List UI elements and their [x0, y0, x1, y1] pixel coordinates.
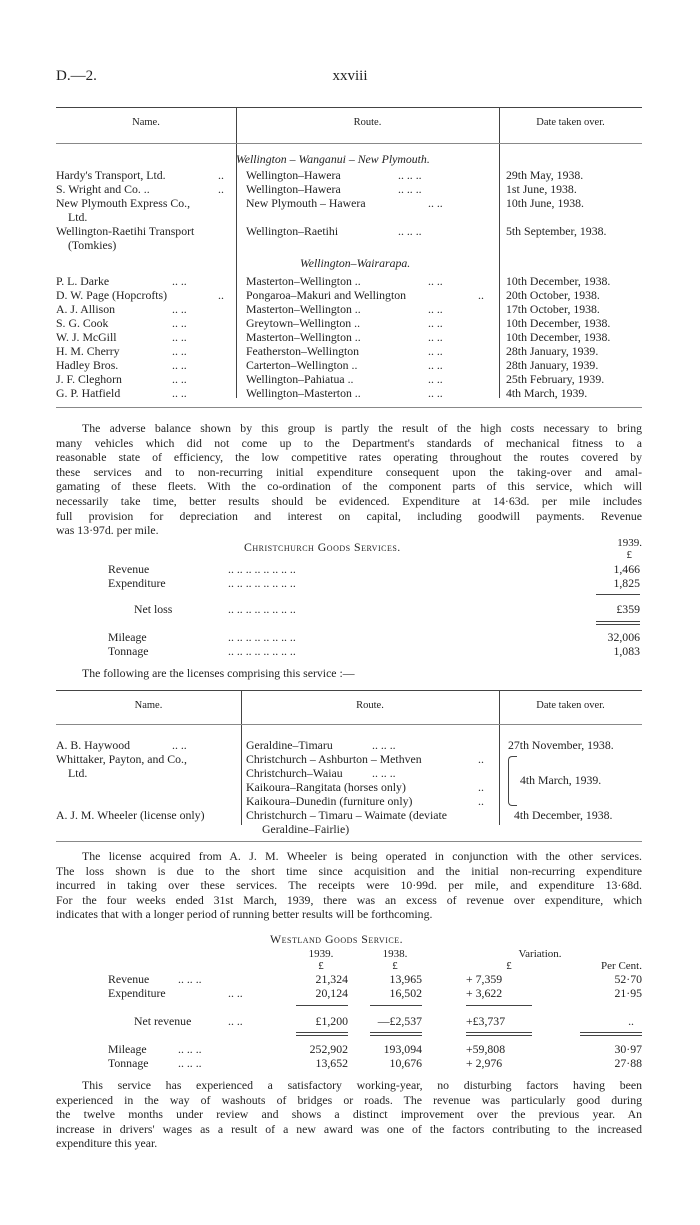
- cell-date: 10th December, 1938.: [506, 330, 611, 344]
- value-1939: 20,124: [315, 986, 348, 1000]
- text-line: the twelve months under review and shows a distinct improvement over the previous year. An: [56, 1107, 642, 1122]
- dot-leader: .. .. .. .. .. .. .. ..: [228, 602, 296, 616]
- paragraph-adverse-balance: [56, 421, 642, 538]
- text-line: For the four weeks ended 31st March, 1939, there was an excess of revenue over expenditure, which: [56, 892, 642, 907]
- value-1939: 21,324: [315, 972, 348, 986]
- cell-name: A. J. Allison: [56, 302, 115, 316]
- row-value: 1,466: [613, 562, 640, 576]
- col-header-route: Route.: [353, 117, 382, 128]
- value-1938: 193,094: [383, 1042, 422, 1056]
- row-label: Revenue: [108, 972, 150, 986]
- cell-route: Christchurch–Waiau: [246, 766, 343, 780]
- rule: [56, 143, 642, 144]
- dot-leader: .. .. ..: [398, 224, 422, 238]
- cell-name: D. W. Page (Hopcrofts): [56, 288, 168, 302]
- dot-leader: .. ..: [428, 344, 443, 358]
- text-line: incurred in taking over these services. The receipts were 10·99d. per mile, and expenditure 13·68d.: [56, 878, 642, 893]
- dot-leader: .. ..: [428, 372, 443, 386]
- dot-leader: ..: [218, 288, 224, 302]
- dot-leader: .. ..: [172, 358, 187, 372]
- dot-leader: .. ..: [228, 986, 243, 1000]
- cell-route-cont: Geraldine–Fairlie): [262, 822, 350, 836]
- cell-date: 28th January, 1939.: [506, 358, 599, 372]
- value-1939: 252,902: [309, 1042, 348, 1056]
- dot-leader: .. ..: [172, 302, 187, 316]
- cell-name: Hadley Bros.: [56, 358, 119, 372]
- dot-leader: .. .. ..: [398, 168, 422, 182]
- cell-route: Kaikoura–Rangitata (horses only): [246, 780, 406, 794]
- col-header-date: Date taken over.: [536, 117, 605, 128]
- dot-leader: .. ..: [172, 316, 187, 330]
- dot-leader: ..: [478, 288, 484, 302]
- row-label: Tonnage: [108, 1056, 149, 1070]
- cell-date: 29th May, 1938.: [506, 168, 584, 182]
- cell-name: P. L. Darke: [56, 274, 110, 288]
- row-value: £359: [616, 602, 640, 616]
- cell-date: 27th November, 1938.: [508, 738, 614, 752]
- rule: [56, 107, 642, 108]
- cell-date: 4th March, 1939.: [506, 386, 588, 400]
- unit-1938: £: [392, 960, 398, 972]
- double-rule: [466, 1035, 532, 1036]
- col-header-route: Route.: [356, 700, 384, 711]
- cell-route: Greytown–Wellington ..: [246, 316, 361, 330]
- cell-date: 28th January, 1939.: [506, 344, 599, 358]
- page-number: xxviii: [332, 68, 368, 84]
- dot-leader: .. ..: [228, 1014, 243, 1028]
- row-value: 32,006: [607, 630, 640, 644]
- value-1938: 16,502: [389, 986, 422, 1000]
- dot-leader: .. .. .. .. .. .. .. ..: [228, 576, 296, 590]
- cell-name: G. P. Hatfield: [56, 386, 121, 400]
- value-variation: + 3,622: [466, 986, 503, 1000]
- cell-route: Wellington–Pahiatua ..: [246, 372, 354, 386]
- text-line: expenditure this year.: [56, 1136, 158, 1151]
- col-divider: [236, 107, 237, 398]
- dot-leader: .. ..: [428, 330, 443, 344]
- cell-route: New Plymouth – Hawera: [246, 196, 366, 210]
- text-line: full provision for depreciation and interest on capital, including goodwill payments. Revenue: [56, 508, 642, 523]
- cell-date: 10th December, 1938.: [506, 316, 611, 330]
- double-rule: [596, 621, 640, 622]
- text-line: gamating of these fleets. With the co-ordination of the component parts of this service, which will: [56, 479, 642, 494]
- cell-route: Masterton–Wellington ..: [246, 302, 361, 316]
- text-line: necessarily take time, better results should be evidenced. Expenditure at 14·63d. per mile includes: [56, 493, 642, 508]
- text-line: The adverse balance shown by this group is partly the result of the high costs necessary to bring: [82, 421, 642, 435]
- value-variation: +59,808: [466, 1042, 506, 1056]
- cell-date: 25th February, 1939.: [506, 372, 605, 386]
- cell-route: Geraldine–Timaru: [246, 738, 333, 752]
- dot-leader: .. ..: [428, 302, 443, 316]
- dot-leader: .. .. ..: [178, 1042, 202, 1056]
- cell-name: New Plymouth Express Co.,: [56, 196, 191, 210]
- dot-leader: .. ..: [428, 358, 443, 372]
- dot-leader: .. ..: [428, 274, 443, 288]
- row-value: 1,825: [613, 576, 640, 590]
- cell-route: Wellington–Raetihi: [246, 224, 339, 238]
- dot-leader: ..: [478, 752, 484, 766]
- dot-leader: ..: [218, 182, 224, 196]
- cell-name: J. F. Cleghorn: [56, 372, 122, 386]
- unit-variation: £: [506, 960, 512, 972]
- cell-name-cont: Ltd.: [68, 766, 88, 780]
- section-title: Christchurch Goods Services.: [244, 540, 401, 554]
- rule: [56, 407, 642, 408]
- dot-leader: .. .. ..: [372, 766, 396, 780]
- cell-route: Pongaroa–Makuri and Wellington: [246, 288, 407, 302]
- dot-leader: ..: [478, 794, 484, 808]
- cell-date: 10th June, 1938.: [506, 196, 584, 210]
- cell-name: A. J. M. Wheeler (license only): [56, 808, 205, 822]
- cell-date: 10th December, 1938.: [506, 274, 611, 288]
- dot-leader: .. .. .. .. .. .. .. ..: [228, 562, 296, 576]
- rule: [56, 724, 642, 725]
- cell-date: 20th October, 1938.: [506, 288, 600, 302]
- cell-name: S. Wright and Co. ..: [56, 182, 150, 196]
- col-header-variation: Variation.: [518, 948, 562, 960]
- col-header-name: Name.: [132, 117, 160, 128]
- double-rule: [370, 1035, 422, 1036]
- cell-route: Masterton–Wellington ..: [246, 330, 361, 344]
- text-line: increase in drivers' wages as a result of a new award was one of the factors contributing to the increased: [56, 1121, 642, 1136]
- value-variation: + 2,976: [466, 1056, 503, 1070]
- dot-leader: .. .. ..: [398, 182, 422, 196]
- text-line: many vehicles which did not come up to the Department's standards of mechanical fitness to a: [56, 435, 642, 450]
- value-variation: +£3,737: [466, 1014, 506, 1028]
- text-line: The loss shown is due to the short time since acquisition and the initial non-recurring expenditure: [56, 863, 642, 878]
- grouping-brace: [508, 756, 517, 806]
- cell-name: W. J. McGill: [56, 330, 117, 344]
- dot-leader: .. .. .. .. .. .. .. ..: [228, 630, 296, 644]
- unit-1939: £: [318, 960, 324, 972]
- cell-route: Carterton–Wellington ..: [246, 358, 358, 372]
- row-label: Mileage: [108, 630, 147, 644]
- group-title: Wellington–Wairarapa.: [300, 256, 411, 270]
- col-header-1938: 1938.: [382, 948, 408, 960]
- value-per-cent: 21·95: [614, 986, 642, 1000]
- dot-leader: ..: [218, 168, 224, 182]
- double-rule: [370, 1032, 422, 1033]
- cell-route: Featherston–Wellington: [246, 344, 360, 358]
- cell-name: Hardy's Transport, Ltd.: [56, 168, 166, 182]
- value-1938: 13,965: [389, 972, 422, 986]
- col-header-date: Date taken over.: [536, 700, 605, 711]
- col-header-year: 1939.: [617, 537, 642, 549]
- value-per-cent: 52·70: [614, 972, 642, 986]
- dot-leader: .. ..: [172, 372, 187, 386]
- text-line: The license acquired from A. J. M. Wheeler is being operated in conjunction with the other services.: [82, 849, 642, 863]
- text-line: This service has experienced a satisfactory working-year, no disturbing factors having been: [82, 1078, 642, 1092]
- col-header-per-cent: Per Cent.: [601, 960, 642, 972]
- dot-leader: .. .. ..: [178, 972, 202, 986]
- col-header-1939: 1939.: [308, 948, 334, 960]
- row-label: Revenue: [108, 562, 150, 576]
- row-label: Expenditure: [108, 576, 166, 590]
- dot-leader: .. ..: [172, 738, 187, 752]
- rule: [56, 690, 642, 691]
- text-line: indicates that with a longer period of running better results will be forthcoming.: [56, 907, 433, 922]
- cell-route: Wellington–Hawera: [246, 182, 341, 196]
- dot-leader: .. .. ..: [178, 1056, 202, 1070]
- sum-rule: [370, 1005, 422, 1006]
- row-value: 1,083: [613, 644, 640, 658]
- dot-leader: .. .. .. .. .. .. .. ..: [228, 644, 296, 658]
- col-header-name: Name.: [134, 700, 163, 711]
- double-rule: [580, 1035, 642, 1036]
- value-variation: + 7,359: [466, 972, 503, 986]
- value-1938: 10,676: [389, 1056, 422, 1070]
- value-per-cent: ..: [628, 1014, 634, 1028]
- dot-leader: .. ..: [428, 386, 443, 400]
- double-rule: [596, 624, 640, 625]
- cell-name: Whittaker, Payton, and Co.,: [56, 752, 187, 766]
- cell-name-cont: Ltd.: [68, 210, 88, 224]
- dot-leader: ..: [478, 780, 484, 794]
- cell-route: Christchurch – Timaru – Waimate (deviate: [246, 808, 447, 822]
- row-label: Expenditure: [108, 986, 166, 1000]
- rule: [56, 841, 642, 842]
- text-line: experienced in the way of washouts of bridges or roads. The revenue was particularly good during: [56, 1092, 642, 1107]
- value-1938: —£2,537: [377, 1014, 422, 1028]
- cell-date: 5th September, 1938.: [506, 224, 607, 238]
- double-rule: [296, 1035, 348, 1036]
- value-per-cent: 30·97: [614, 1042, 642, 1056]
- col-divider: [499, 107, 500, 398]
- cell-route: Kaikoura–Dunedin (furniture only): [246, 794, 413, 808]
- cell-name: S. G. Cook: [56, 316, 109, 330]
- page-ref: D.—2.: [56, 68, 97, 84]
- cell-name: A. B. Haywood: [56, 738, 131, 752]
- sum-rule: [596, 594, 640, 595]
- cell-date: 1st June, 1938.: [506, 182, 577, 196]
- row-label: Net loss: [134, 602, 173, 616]
- double-rule: [296, 1032, 348, 1033]
- dot-leader: .. ..: [428, 196, 443, 210]
- cell-route: Masterton–Wellington ..: [246, 274, 361, 288]
- cell-route: Wellington–Masterton ..: [246, 386, 361, 400]
- value-1939: 13,652: [315, 1056, 348, 1070]
- paragraph-wheeler-license: [56, 849, 642, 922]
- cell-route: Christchurch – Ashburton – Methven: [246, 752, 422, 766]
- dot-leader: .. ..: [172, 344, 187, 358]
- dot-leader: .. ..: [172, 274, 187, 288]
- double-rule: [580, 1032, 642, 1033]
- section-title: Westland Goods Service.: [270, 932, 404, 946]
- row-label: Mileage: [108, 1042, 147, 1056]
- cell-date: 4th March, 1939.: [520, 773, 602, 787]
- dot-leader: .. ..: [172, 386, 187, 400]
- sum-rule: [466, 1005, 532, 1006]
- dot-leader: .. .. ..: [372, 738, 396, 752]
- row-label: Net revenue: [134, 1014, 192, 1028]
- sum-rule: [296, 1005, 348, 1006]
- text-line: these services and to non-recurring initial expenditure consequent upon the taking-over and amal-: [56, 464, 642, 479]
- cell-name: H. M. Cherry: [56, 344, 120, 358]
- col-header-unit: £: [626, 549, 632, 561]
- group-title: Wellington – Wanganui – New Plymouth.: [236, 152, 430, 166]
- row-label: Tonnage: [108, 644, 149, 658]
- dot-leader: .. ..: [172, 330, 187, 344]
- double-rule: [466, 1032, 532, 1033]
- cell-route: Wellington–Hawera: [246, 168, 341, 182]
- text-line: reasonable state of efficiency, the low competitive rates operating throughout the routes covered by: [56, 450, 642, 465]
- cell-date: 17th October, 1938.: [506, 302, 600, 316]
- licenses-intro: The following are the licenses comprising this service :—: [82, 666, 355, 680]
- dot-leader: .. ..: [428, 316, 443, 330]
- cell-date: 4th December, 1938.: [514, 808, 613, 822]
- text-line: was 13·97d. per mile.: [56, 523, 159, 538]
- paragraph-westland-year: [56, 1078, 642, 1151]
- cell-name: Wellington-Raetihi Transport: [56, 224, 195, 238]
- value-1939: £1,200: [315, 1014, 348, 1028]
- value-per-cent: 27·88: [614, 1056, 642, 1070]
- cell-name-cont: (Tomkies): [68, 238, 117, 252]
